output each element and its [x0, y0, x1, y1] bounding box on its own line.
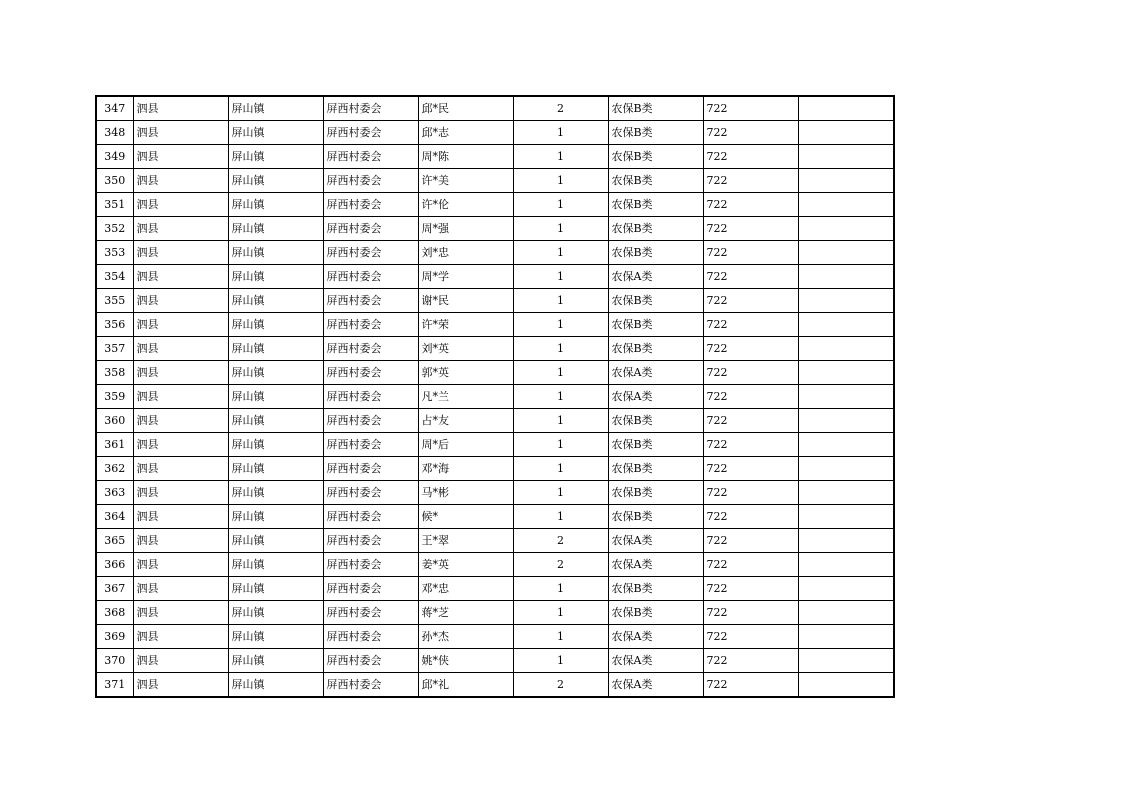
county-cell: 泗县 — [133, 673, 228, 698]
insurance-type-cell: 农保A类 — [608, 361, 703, 385]
person-name-cell: 刘*忠 — [418, 241, 513, 265]
table-row — [96, 169, 894, 193]
household-count-cell: 2 — [513, 673, 608, 698]
amount-cell: 722 — [703, 361, 798, 385]
town-cell: 屏山镇 — [228, 529, 323, 553]
county-cell: 泗县 — [133, 169, 228, 193]
household-count-cell: 1 — [513, 625, 608, 649]
town-cell: 屏山镇 — [228, 601, 323, 625]
table-row — [96, 265, 894, 289]
town-cell: 屏山镇 — [228, 625, 323, 649]
household-count-cell: 1 — [513, 481, 608, 505]
person-name-cell: 郭*英 — [418, 361, 513, 385]
insurance-type-cell: 农保B类 — [608, 409, 703, 433]
town-cell: 屏山镇 — [228, 505, 323, 529]
note-cell — [798, 601, 894, 625]
insurance-type-cell: 农保B类 — [608, 505, 703, 529]
amount-cell: 722 — [703, 481, 798, 505]
amount-cell: 722 — [703, 313, 798, 337]
town-cell: 屏山镇 — [228, 265, 323, 289]
table-row — [96, 96, 894, 121]
table-row — [96, 121, 894, 145]
person-name-cell: 姜*英 — [418, 553, 513, 577]
table-row — [96, 529, 894, 553]
insurance-type-cell: 农保A类 — [608, 625, 703, 649]
person-name-cell: 孙*杰 — [418, 625, 513, 649]
town-cell: 屏山镇 — [228, 145, 323, 169]
table-row — [96, 289, 894, 313]
village-cell: 屏西村委会 — [323, 577, 418, 601]
row-number-cell: 371 — [96, 673, 133, 698]
table-row — [96, 409, 894, 433]
village-cell: 屏西村委会 — [323, 337, 418, 361]
town-cell: 屏山镇 — [228, 96, 323, 121]
table-row — [96, 481, 894, 505]
table-row — [96, 601, 894, 625]
insurance-type-cell: 农保B类 — [608, 217, 703, 241]
town-cell: 屏山镇 — [228, 337, 323, 361]
county-cell: 泗县 — [133, 217, 228, 241]
county-cell: 泗县 — [133, 601, 228, 625]
note-cell — [798, 409, 894, 433]
amount-cell: 722 — [703, 121, 798, 145]
table-row — [96, 241, 894, 265]
town-cell: 屏山镇 — [228, 241, 323, 265]
town-cell: 屏山镇 — [228, 481, 323, 505]
note-cell — [798, 553, 894, 577]
row-number-cell: 361 — [96, 433, 133, 457]
person-name-cell: 邱*志 — [418, 121, 513, 145]
note-cell — [798, 505, 894, 529]
table-row — [96, 361, 894, 385]
amount-cell: 722 — [703, 649, 798, 673]
county-cell: 泗县 — [133, 121, 228, 145]
note-cell — [798, 457, 894, 481]
person-name-cell: 邱*礼 — [418, 673, 513, 698]
town-cell: 屏山镇 — [228, 385, 323, 409]
table-row — [96, 385, 894, 409]
household-count-cell: 1 — [513, 145, 608, 169]
county-cell: 泗县 — [133, 433, 228, 457]
row-number-cell: 367 — [96, 577, 133, 601]
amount-cell: 722 — [703, 145, 798, 169]
person-name-cell: 邓*海 — [418, 457, 513, 481]
household-count-cell: 1 — [513, 337, 608, 361]
household-count-cell: 1 — [513, 409, 608, 433]
household-count-cell: 1 — [513, 241, 608, 265]
household-count-cell: 2 — [513, 553, 608, 577]
town-cell: 屏山镇 — [228, 433, 323, 457]
county-cell: 泗县 — [133, 481, 228, 505]
table-row — [96, 553, 894, 577]
insurance-type-cell: 农保B类 — [608, 457, 703, 481]
village-cell: 屏西村委会 — [323, 433, 418, 457]
row-number-cell: 365 — [96, 529, 133, 553]
town-cell: 屏山镇 — [228, 361, 323, 385]
town-cell: 屏山镇 — [228, 193, 323, 217]
county-cell: 泗县 — [133, 577, 228, 601]
county-cell: 泗县 — [133, 553, 228, 577]
insurance-type-cell: 农保B类 — [608, 96, 703, 121]
household-count-cell: 1 — [513, 577, 608, 601]
household-count-cell: 1 — [513, 457, 608, 481]
household-count-cell: 1 — [513, 169, 608, 193]
village-cell: 屏西村委会 — [323, 289, 418, 313]
village-cell: 屏西村委会 — [323, 673, 418, 698]
county-cell: 泗县 — [133, 409, 228, 433]
insurance-type-cell: 农保A类 — [608, 553, 703, 577]
household-count-cell: 1 — [513, 433, 608, 457]
note-cell — [798, 673, 894, 698]
note-cell — [798, 649, 894, 673]
amount-cell: 722 — [703, 337, 798, 361]
insurance-type-cell: 农保B类 — [608, 289, 703, 313]
village-cell: 屏西村委会 — [323, 145, 418, 169]
person-name-cell: 邱*民 — [418, 96, 513, 121]
row-number-cell: 355 — [96, 289, 133, 313]
amount-cell: 722 — [703, 625, 798, 649]
amount-cell: 722 — [703, 265, 798, 289]
note-cell — [798, 289, 894, 313]
table-row — [96, 505, 894, 529]
table-row — [96, 433, 894, 457]
county-cell: 泗县 — [133, 145, 228, 169]
insurance-type-cell: 农保B类 — [608, 433, 703, 457]
town-cell: 屏山镇 — [228, 577, 323, 601]
village-cell: 屏西村委会 — [323, 505, 418, 529]
insurance-type-cell: 农保A类 — [608, 385, 703, 409]
person-name-cell: 邓*忠 — [418, 577, 513, 601]
note-cell — [798, 385, 894, 409]
amount-cell: 722 — [703, 169, 798, 193]
row-number-cell: 356 — [96, 313, 133, 337]
amount-cell: 722 — [703, 241, 798, 265]
amount-cell: 722 — [703, 385, 798, 409]
note-cell — [798, 169, 894, 193]
county-cell: 泗县 — [133, 241, 228, 265]
table-body — [96, 96, 894, 697]
amount-cell: 722 — [703, 96, 798, 121]
town-cell: 屏山镇 — [228, 649, 323, 673]
amount-cell: 722 — [703, 553, 798, 577]
household-count-cell: 1 — [513, 313, 608, 337]
amount-cell: 722 — [703, 529, 798, 553]
village-cell: 屏西村委会 — [323, 265, 418, 289]
note-cell — [798, 145, 894, 169]
row-number-cell: 363 — [96, 481, 133, 505]
table-row — [96, 337, 894, 361]
table-row — [96, 625, 894, 649]
county-cell: 泗县 — [133, 361, 228, 385]
insurance-type-cell: 农保A类 — [608, 265, 703, 289]
amount-cell: 722 — [703, 289, 798, 313]
person-name-cell: 马*彬 — [418, 481, 513, 505]
insurance-type-cell: 农保A类 — [608, 529, 703, 553]
table-row — [96, 457, 894, 481]
amount-cell: 722 — [703, 601, 798, 625]
insurance-type-cell: 农保A类 — [608, 649, 703, 673]
amount-cell: 722 — [703, 505, 798, 529]
household-count-cell: 1 — [513, 601, 608, 625]
row-number-cell: 357 — [96, 337, 133, 361]
town-cell: 屏山镇 — [228, 217, 323, 241]
town-cell: 屏山镇 — [228, 457, 323, 481]
household-count-cell: 1 — [513, 265, 608, 289]
row-number-cell: 370 — [96, 649, 133, 673]
village-cell: 屏西村委会 — [323, 457, 418, 481]
note-cell — [798, 361, 894, 385]
village-cell: 屏西村委会 — [323, 601, 418, 625]
insurance-type-cell: 农保A类 — [608, 673, 703, 698]
village-cell: 屏西村委会 — [323, 193, 418, 217]
village-cell: 屏西村委会 — [323, 217, 418, 241]
household-count-cell: 1 — [513, 217, 608, 241]
insurance-type-cell: 农保B类 — [608, 193, 703, 217]
row-number-cell: 362 — [96, 457, 133, 481]
note-cell — [798, 265, 894, 289]
village-cell: 屏西村委会 — [323, 481, 418, 505]
town-cell: 屏山镇 — [228, 673, 323, 698]
village-cell: 屏西村委会 — [323, 241, 418, 265]
row-number-cell: 359 — [96, 385, 133, 409]
county-cell: 泗县 — [133, 265, 228, 289]
note-cell — [798, 193, 894, 217]
note-cell — [798, 313, 894, 337]
person-name-cell: 周*陈 — [418, 145, 513, 169]
county-cell: 泗县 — [133, 96, 228, 121]
village-cell: 屏西村委会 — [323, 625, 418, 649]
note-cell — [798, 96, 894, 121]
county-cell: 泗县 — [133, 649, 228, 673]
table-row — [96, 673, 894, 698]
village-cell: 屏西村委会 — [323, 361, 418, 385]
county-cell: 泗县 — [133, 457, 228, 481]
table-row — [96, 649, 894, 673]
note-cell — [798, 337, 894, 361]
note-cell — [798, 241, 894, 265]
county-cell: 泗县 — [133, 313, 228, 337]
person-name-cell: 周*强 — [418, 217, 513, 241]
village-cell: 屏西村委会 — [323, 121, 418, 145]
household-count-cell: 1 — [513, 361, 608, 385]
person-name-cell: 刘*英 — [418, 337, 513, 361]
amount-cell: 722 — [703, 217, 798, 241]
insurance-type-cell: 农保B类 — [608, 145, 703, 169]
row-number-cell: 360 — [96, 409, 133, 433]
insurance-type-cell: 农保B类 — [608, 313, 703, 337]
table-row — [96, 577, 894, 601]
note-cell — [798, 625, 894, 649]
row-number-cell: 368 — [96, 601, 133, 625]
row-number-cell: 353 — [96, 241, 133, 265]
person-name-cell: 蒋*芝 — [418, 601, 513, 625]
row-number-cell: 352 — [96, 217, 133, 241]
household-count-cell: 1 — [513, 385, 608, 409]
note-cell — [798, 121, 894, 145]
row-number-cell: 369 — [96, 625, 133, 649]
town-cell: 屏山镇 — [228, 409, 323, 433]
insurance-type-cell: 农保B类 — [608, 601, 703, 625]
insurance-type-cell: 农保B类 — [608, 337, 703, 361]
row-number-cell: 358 — [96, 361, 133, 385]
note-cell — [798, 217, 894, 241]
person-name-cell: 占*友 — [418, 409, 513, 433]
person-name-cell: 周*学 — [418, 265, 513, 289]
insurance-type-cell: 农保B类 — [608, 577, 703, 601]
amount-cell: 722 — [703, 577, 798, 601]
person-name-cell: 许*伦 — [418, 193, 513, 217]
person-name-cell: 谢*民 — [418, 289, 513, 313]
village-cell: 屏西村委会 — [323, 96, 418, 121]
village-cell: 屏西村委会 — [323, 529, 418, 553]
insurance-type-cell: 农保B类 — [608, 241, 703, 265]
county-cell: 泗县 — [133, 289, 228, 313]
person-name-cell: 周*后 — [418, 433, 513, 457]
table-row — [96, 145, 894, 169]
row-number-cell: 349 — [96, 145, 133, 169]
household-count-cell: 2 — [513, 96, 608, 121]
village-cell: 屏西村委会 — [323, 313, 418, 337]
county-cell: 泗县 — [133, 385, 228, 409]
person-name-cell: 姚*侠 — [418, 649, 513, 673]
table-row — [96, 217, 894, 241]
village-cell: 屏西村委会 — [323, 385, 418, 409]
amount-cell: 722 — [703, 457, 798, 481]
person-name-cell: 许*美 — [418, 169, 513, 193]
household-count-cell: 2 — [513, 529, 608, 553]
note-cell — [798, 577, 894, 601]
insurance-type-cell: 农保B类 — [608, 169, 703, 193]
roster-table — [95, 95, 895, 698]
village-cell: 屏西村委会 — [323, 169, 418, 193]
town-cell: 屏山镇 — [228, 121, 323, 145]
person-name-cell: 王*翠 — [418, 529, 513, 553]
town-cell: 屏山镇 — [228, 169, 323, 193]
row-number-cell: 351 — [96, 193, 133, 217]
row-number-cell: 347 — [96, 96, 133, 121]
insurance-type-cell: 农保B类 — [608, 121, 703, 145]
insurance-type-cell: 农保B类 — [608, 481, 703, 505]
note-cell — [798, 529, 894, 553]
household-count-cell: 1 — [513, 289, 608, 313]
table-row — [96, 313, 894, 337]
town-cell: 屏山镇 — [228, 313, 323, 337]
amount-cell: 722 — [703, 193, 798, 217]
note-cell — [798, 481, 894, 505]
person-name-cell: 候* — [418, 505, 513, 529]
row-number-cell: 350 — [96, 169, 133, 193]
amount-cell: 722 — [703, 673, 798, 698]
row-number-cell: 348 — [96, 121, 133, 145]
row-number-cell: 364 — [96, 505, 133, 529]
table-row — [96, 193, 894, 217]
row-number-cell: 354 — [96, 265, 133, 289]
county-cell: 泗县 — [133, 625, 228, 649]
county-cell: 泗县 — [133, 193, 228, 217]
row-number-cell: 366 — [96, 553, 133, 577]
county-cell: 泗县 — [133, 529, 228, 553]
note-cell — [798, 433, 894, 457]
amount-cell: 722 — [703, 409, 798, 433]
household-count-cell: 1 — [513, 121, 608, 145]
village-cell: 屏西村委会 — [323, 649, 418, 673]
county-cell: 泗县 — [133, 337, 228, 361]
household-count-cell: 1 — [513, 649, 608, 673]
village-cell: 屏西村委会 — [323, 553, 418, 577]
household-count-cell: 1 — [513, 505, 608, 529]
amount-cell: 722 — [703, 433, 798, 457]
person-name-cell: 许*荣 — [418, 313, 513, 337]
town-cell: 屏山镇 — [228, 289, 323, 313]
person-name-cell: 凡*兰 — [418, 385, 513, 409]
town-cell: 屏山镇 — [228, 553, 323, 577]
household-count-cell: 1 — [513, 193, 608, 217]
village-cell: 屏西村委会 — [323, 409, 418, 433]
county-cell: 泗县 — [133, 505, 228, 529]
